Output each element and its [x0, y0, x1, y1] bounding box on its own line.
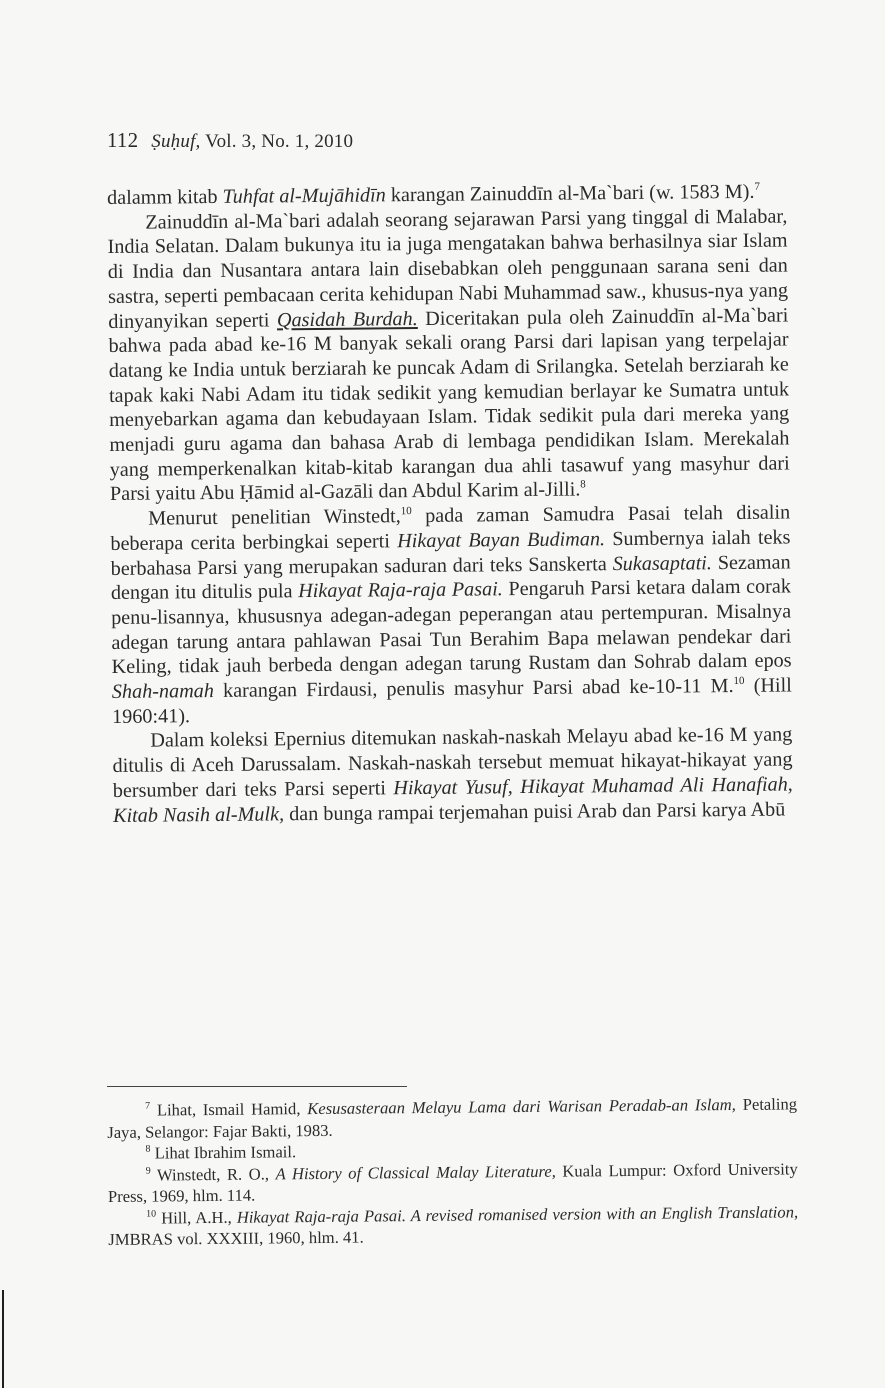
page-number: 112: [107, 128, 139, 152]
text-run: Zainuddīn al-Ma`bari adalah seorang sejarawan Parsi yang tinggal di Malabar, India Selatan. Dalam bukunya itu ia juga mengatakan bahwa berhasilnya siar Islam di India dan Nusantara antara lain disebabkan oleh penggunaan sarana seni dan sastra, seperti pembacaan cerita kehidupan Nabi Muhammad saw., khusus-nya yang dinyanyikan seperti: [107, 205, 789, 333]
footnotes: [107, 1093, 798, 1250]
footnote-number: 7: [145, 1100, 151, 1112]
footnote-9: [108, 1158, 798, 1208]
book-title: Kesusasteraan Melayu Lama dari Warisan Peradab-an Islam,: [307, 1094, 736, 1119]
book-title: Sukasaptati.: [612, 551, 713, 575]
paragraph-3: [110, 501, 792, 730]
text-run: Diceritakan pula oleh Zainuddīn al-Ma`bari bahwa pada abad ke-16 M banyak sekali orang Parsi dari lapisan yang terpelajar datang ke India untuk berziarah ke puncak Adam di Srilangka. Setelah berziarah ke tapak kaki Nabi Adam itu tidak sedikit yang kemudian berlayar ke Sumatra untuk menyebarkan agama dan kebudayaan Islam. Tidak sedikit pula dari mereka yang menjadi guru agama dan bahasa Arab di lembaga pendidikan Islam. Merekalah yang memperkenalkan kitab-kitab karangan dua ahli tasawuf yang masyhur dari Parsi yaitu Abu Ḥāmid al-Gazāli dan Abdul Karim al-Jilli.: [108, 303, 790, 506]
text-run: JMBRAS vol. XXXIII, 1960, hlm. 41.: [108, 1227, 364, 1249]
paragraph-4: [112, 723, 793, 828]
text-run: dan bunga rampai terjemahan puisi Arab dan Parsi karya Abū: [283, 798, 786, 825]
footnote-number: 9: [145, 1165, 151, 1177]
text-run: Kuala Lumpur: Oxford University Press, 1969, hlm. 114.: [107, 1158, 798, 1206]
footnote-10: [108, 1201, 798, 1251]
text-run: Pengaruh Parsi ketara dalam corak penu-lisannya, khususnya adegan-adegan peperangan atau pertempuran. Misalnya adegan tarung antara pahlawan Pasai Tun Berahim Bapa melawan pendekar dari Keling, tidak jauh berbeda dengan adegan tarung Rustam dan Sohrab dalam epos: [111, 575, 792, 679]
book-title: Hikayat Bayan Budiman.: [397, 528, 606, 553]
text-run: Winstedt, R. O.,: [150, 1163, 276, 1185]
text-run: karangan Zainuddīn al-Ma`bari (w. 1583 M).: [385, 180, 755, 207]
book-title: A History of Classical Malay Literature,: [275, 1161, 556, 1183]
book-title: Shah-namah: [111, 680, 215, 704]
footnote-7: [107, 1093, 797, 1143]
journal-issue: Vol. 3, No. 1, 2010: [205, 131, 354, 152]
text-run: Sumbernya ialah teks berbahasa Parsi yang merupakan saduran dari teks Sanskerta: [110, 526, 791, 580]
footnote-ref: 7: [754, 180, 760, 193]
book-title: Qasidah Burdah.: [276, 307, 418, 331]
running-head: [107, 128, 353, 153]
text-run: Lihat, Ismail Hamid,: [150, 1099, 308, 1120]
journal-name: Ṣuḥuf,: [151, 131, 201, 152]
text-run: Dalam koleksi Epernius ditemukan naskah-naskah Melayu abad ke-16 M yang ditulis di Aceh Darussalam. Naskah-naskah tersebut memuat hikayat-hikayat yang bersumber dari teks Parsi seperti: [112, 723, 793, 802]
footnote-number: 8: [145, 1143, 151, 1155]
text-run: Menurut penelitian Winstedt,: [148, 505, 401, 530]
footnote-ref: 8: [580, 478, 586, 491]
text-run: Hill, A.H.,: [156, 1207, 237, 1228]
text-run: Lihat Ibrahim Ismail.: [150, 1142, 297, 1163]
text-run: Sezaman dengan itu ditulis pula: [110, 551, 791, 605]
book-title: Hikayat Raja-raja Pasai.: [298, 578, 503, 603]
footnote-ref: 10: [400, 505, 412, 518]
book-title: Hikayat Raja-raja Pasai. A revised romanised version with an English Translation,: [236, 1201, 799, 1227]
book-title: Tuhfat al-Mujāhidīn: [222, 184, 386, 208]
text-run: Petaling Jaya, Selangor: Fajar Bakti, 1983.: [107, 1094, 798, 1142]
text-run: pada zaman Samudra Pasai telah disalin beberapa cerita berbingkai seperti: [110, 501, 791, 555]
book-title: Hikayat Yusuf, Hikayat Muhamad Ali Hanafiah, Kitab Nasih al-Mulk,: [112, 773, 793, 827]
footnote-separator: [107, 1086, 407, 1087]
paragraph-2: [107, 204, 790, 507]
footnote-number: 10: [146, 1208, 157, 1220]
scan-edge-mark: [2, 1290, 4, 1388]
body-text: [107, 179, 793, 828]
text-run: dalamm kitab: [107, 185, 223, 209]
footnote-ref: 10: [733, 674, 745, 688]
text-run: (Hill 1960:41).: [111, 674, 792, 728]
text-run: karangan Firdausi, penulis masyhur Parsi abad ke-10-11 M.: [213, 675, 734, 703]
